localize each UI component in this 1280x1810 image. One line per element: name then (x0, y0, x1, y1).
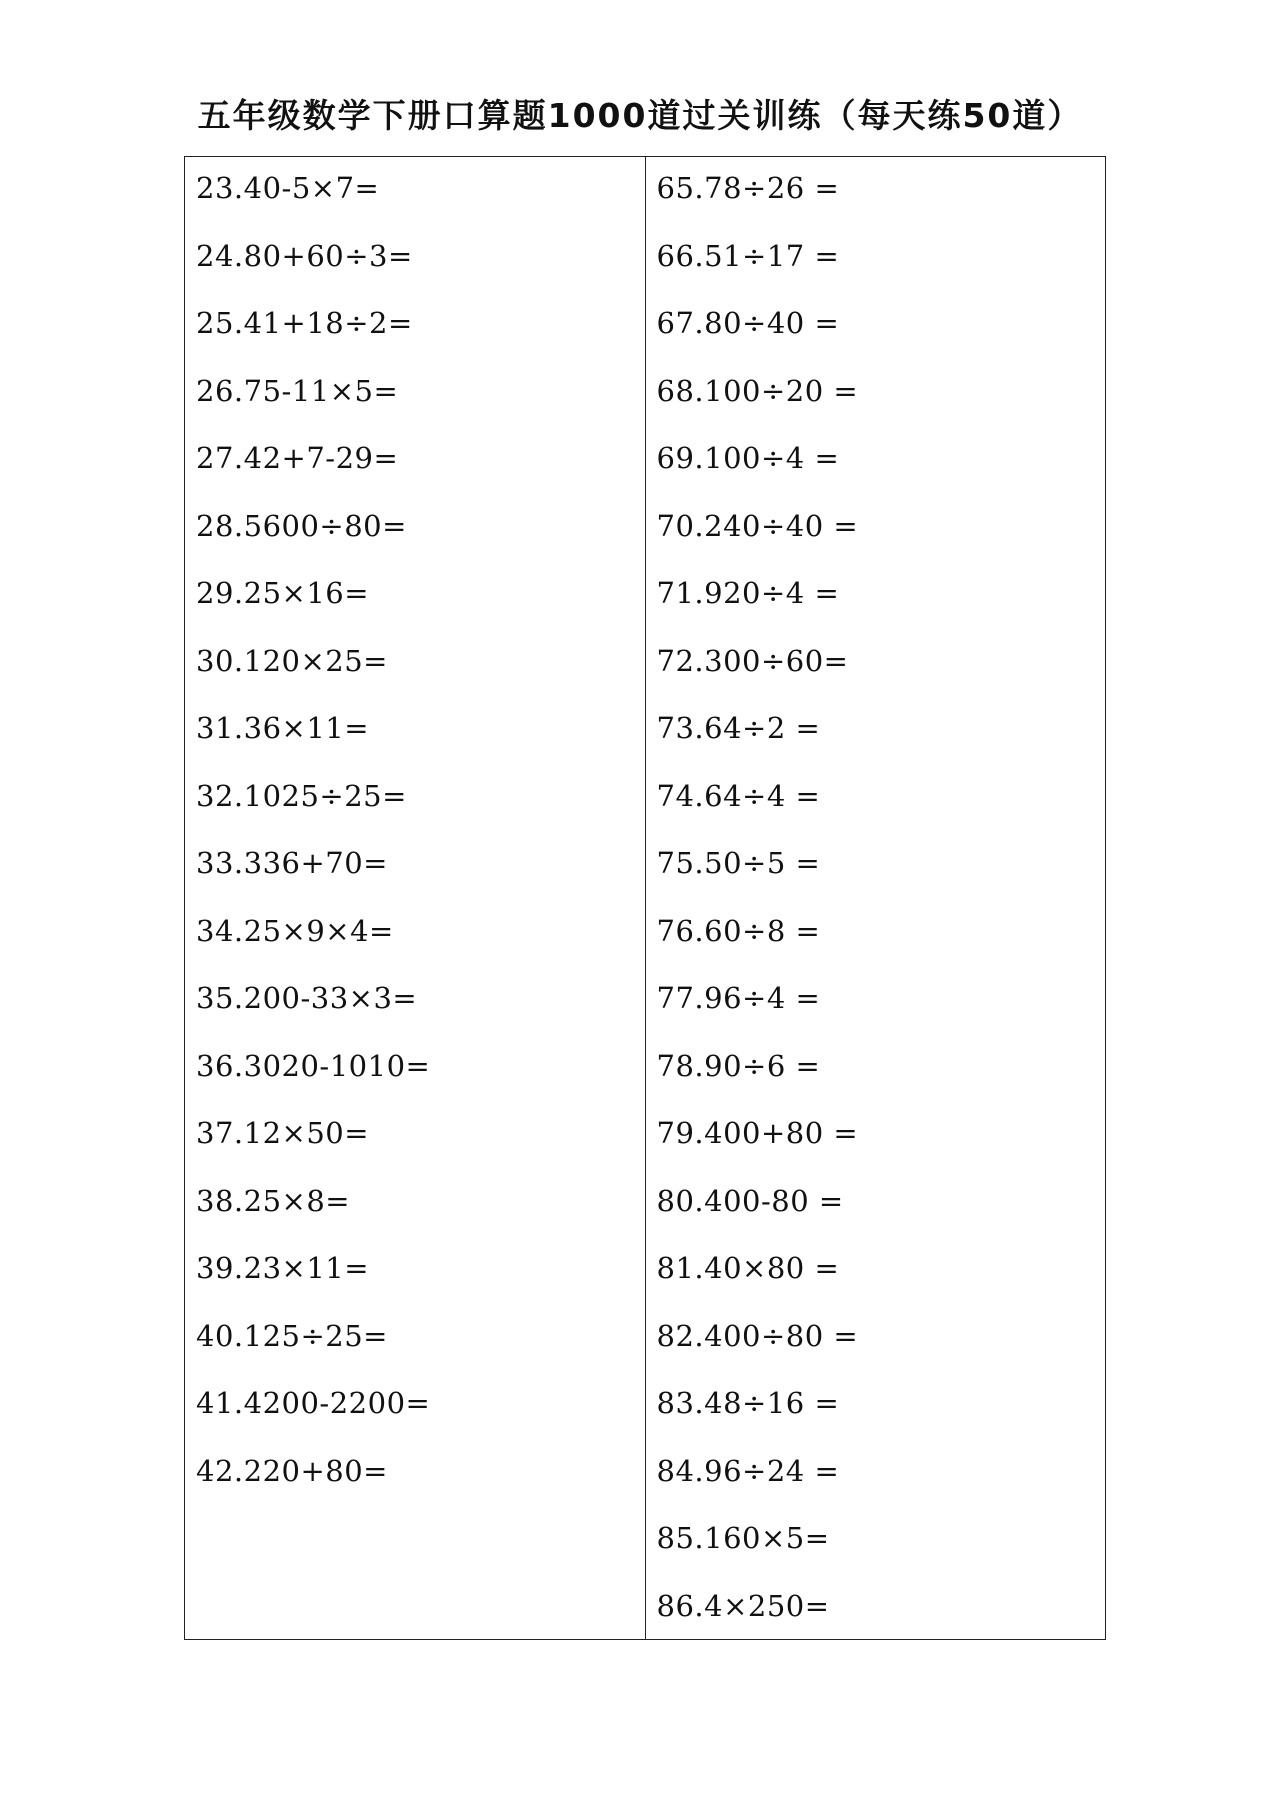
problem-item: 23.40-5×7= (196, 171, 380, 205)
problem-item: 25.41+18÷2= (196, 306, 413, 340)
problem-item: 39.23×11= (196, 1251, 370, 1285)
problem-item: 78.90÷6 = (656, 1048, 821, 1083)
problem-item: 86.4×250= (656, 1588, 830, 1623)
exercise-table (184, 156, 1106, 1640)
problem-item: 72.300÷60= (656, 643, 849, 678)
problem-item: 75.50÷5 = (656, 846, 821, 880)
problem-item: 34.25×9×4= (196, 913, 394, 948)
problem-item: 80.400-80 = (656, 1183, 844, 1218)
problem-item: 33.336+70= (196, 846, 388, 880)
problem-item: 82.400÷80 = (656, 1318, 859, 1353)
problem-item: 79.400+80 = (656, 1116, 859, 1150)
problem-item: 30.120×25= (196, 643, 388, 678)
problem-item: 41.4200-2200= (196, 1386, 431, 1420)
problem-item: 73.64÷2 = (656, 711, 821, 745)
left-column (185, 157, 645, 1639)
problem-item: 85.160×5= (656, 1521, 830, 1555)
problem-item: 70.240÷40 = (656, 508, 859, 543)
problem-item: 42.220+80= (196, 1453, 388, 1488)
problem-item: 71.920÷4 = (656, 576, 840, 610)
problem-item: 32.1025÷25= (196, 778, 407, 813)
right-column (645, 157, 1106, 1639)
problem-item: 65.78÷26 = (656, 171, 840, 205)
problem-item: 83.48÷16 = (656, 1386, 840, 1420)
problem-item: 81.40×80 = (656, 1251, 840, 1285)
problem-item: 40.125÷25= (196, 1318, 388, 1353)
problem-item: 77.96÷4 = (656, 981, 821, 1015)
problem-item: 31.36×11= (196, 711, 370, 745)
problem-item: 74.64÷4 = (656, 778, 821, 813)
problem-item: 37.12×50= (196, 1116, 370, 1150)
page-title: 五年级数学下册口算题1000道过关训练（每天练50道） (197, 96, 1083, 135)
problem-item: 35.200-33×3= (196, 981, 418, 1015)
problem-item: 24.80+60÷3= (196, 238, 413, 273)
problem-item: 76.60÷8 = (656, 913, 821, 948)
problem-item: 84.96÷24 = (656, 1453, 840, 1488)
problem-item: 69.100÷4 = (656, 441, 840, 475)
problem-item: 68.100÷20 = (656, 373, 859, 408)
problem-item: 28.5600÷80= (196, 508, 407, 543)
problem-item: 67.80÷40 = (656, 306, 840, 340)
problem-item: 26.75-11×5= (196, 373, 399, 408)
problem-item: 36.3020-1010= (196, 1048, 431, 1083)
problem-item: 38.25×8= (196, 1183, 351, 1218)
problem-item: 27.42+7-29= (196, 441, 399, 475)
problem-item: 66.51÷17 = (656, 238, 840, 273)
problem-item: 29.25×16= (196, 576, 370, 610)
